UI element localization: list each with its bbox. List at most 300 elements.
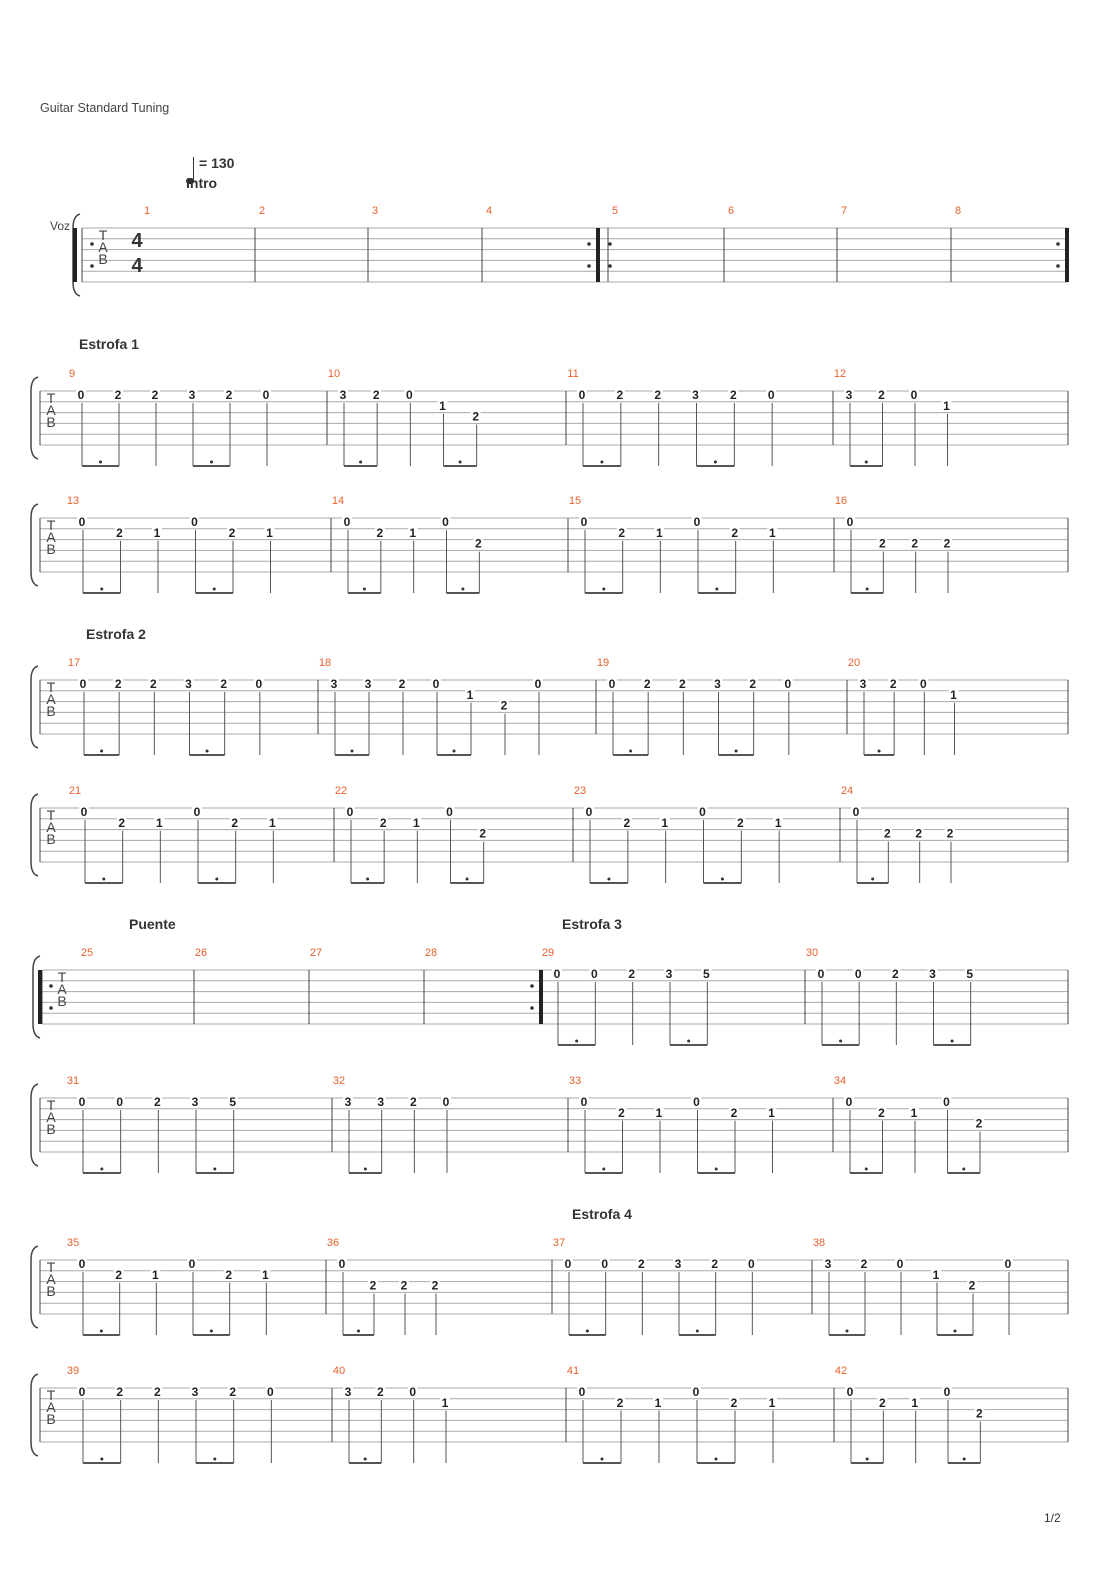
dot-marker bbox=[607, 878, 610, 881]
fret-number: 1 bbox=[932, 1267, 940, 1282]
measure-number: 18 bbox=[318, 657, 332, 669]
fret-number: 1 bbox=[661, 815, 669, 830]
tab-clef-letter: T bbox=[46, 1097, 56, 1113]
measure-number: 9 bbox=[68, 368, 76, 380]
tab-clef-letter: T bbox=[46, 390, 56, 406]
fret-number: 2 bbox=[860, 1257, 868, 1271]
fret-number: 1 bbox=[911, 1395, 919, 1410]
fret-number: 0 bbox=[845, 1095, 853, 1109]
fret-number: 2 bbox=[474, 536, 482, 551]
fret-number: 2 bbox=[915, 826, 923, 841]
measure-number: 42 bbox=[834, 1365, 848, 1377]
fret-number: 1 bbox=[439, 398, 446, 413]
fret-number: 2 bbox=[968, 1278, 976, 1293]
fret-number: 1 bbox=[266, 525, 273, 540]
fret-number: 2 bbox=[878, 536, 886, 551]
dot-marker bbox=[364, 1168, 367, 1171]
measure-number: 36 bbox=[326, 1237, 340, 1249]
repeat-dot bbox=[587, 242, 591, 246]
fret-number: 0 bbox=[852, 805, 860, 819]
fret-number: 1 bbox=[412, 815, 420, 830]
dot-marker bbox=[871, 878, 874, 881]
fret-number: 1 bbox=[268, 815, 276, 830]
dot-marker bbox=[461, 588, 464, 591]
measure-number: 1 bbox=[143, 205, 151, 217]
fret-number: 1 bbox=[153, 525, 161, 540]
tab-clef-letter: B bbox=[98, 250, 108, 267]
fret-number: 2 bbox=[116, 1385, 124, 1399]
measure-number: 3 bbox=[371, 205, 379, 217]
tab-clef-letter: T bbox=[46, 807, 56, 823]
fret-number: 2 bbox=[479, 826, 487, 841]
dot-marker bbox=[351, 750, 354, 753]
system-brace bbox=[31, 1374, 38, 1456]
fret-number: 2 bbox=[379, 815, 387, 830]
fret-number: 2 bbox=[883, 826, 891, 841]
tab-clef-letter: B bbox=[46, 1120, 56, 1137]
measure-number: 34 bbox=[833, 1075, 847, 1087]
fret-number: 0 bbox=[585, 805, 593, 819]
dot-marker bbox=[364, 1458, 367, 1461]
fret-number: 2 bbox=[225, 1267, 233, 1282]
dot-marker bbox=[600, 461, 603, 464]
fret-number: 0 bbox=[80, 805, 88, 819]
fret-number: 2 bbox=[398, 677, 406, 691]
system-brace bbox=[31, 666, 38, 748]
page-number: 1/2 bbox=[1044, 1511, 1061, 1525]
tab-clef-letter: B bbox=[46, 540, 56, 557]
fret-number: 2 bbox=[114, 388, 122, 402]
fret-number: 0 bbox=[784, 677, 792, 691]
fret-number: 2 bbox=[711, 1257, 719, 1271]
instrument-name: Voz bbox=[50, 219, 71, 233]
fret-number: 2 bbox=[114, 677, 122, 691]
fret-number: 3 bbox=[191, 1385, 199, 1399]
fret-number: 0 bbox=[580, 515, 588, 529]
tab-clef-letter: B bbox=[57, 992, 67, 1009]
dot-marker bbox=[721, 878, 724, 881]
measure-number: 5 bbox=[611, 205, 619, 217]
fret-number: 2 bbox=[637, 1257, 645, 1271]
fret-number: 2 bbox=[409, 1095, 417, 1109]
dot-marker bbox=[466, 878, 469, 881]
fret-number: 3 bbox=[330, 677, 338, 691]
dot-marker bbox=[878, 750, 881, 753]
dot-marker bbox=[100, 1330, 103, 1333]
tempo-marking: = 130 bbox=[199, 155, 235, 171]
fret-number: 2 bbox=[643, 677, 651, 691]
fret-number: 0 bbox=[409, 1385, 417, 1399]
fret-number: 0 bbox=[910, 388, 918, 402]
dot-marker bbox=[363, 588, 366, 591]
fret-number: 0 bbox=[193, 805, 201, 819]
tab-clef-letter: A bbox=[46, 528, 56, 545]
dot-marker bbox=[453, 750, 456, 753]
dot-marker bbox=[586, 1330, 589, 1333]
dot-marker bbox=[210, 1330, 213, 1333]
dot-marker bbox=[962, 1168, 965, 1171]
fret-number: 2 bbox=[654, 388, 662, 402]
fret-number: 3 bbox=[665, 967, 673, 981]
dot-marker bbox=[954, 1330, 957, 1333]
fret-number: 0 bbox=[846, 1385, 854, 1399]
fret-number: 2 bbox=[889, 677, 897, 691]
fret-number: 0 bbox=[553, 967, 561, 981]
dot-marker bbox=[601, 1458, 604, 1461]
fret-number: 3 bbox=[344, 1095, 352, 1109]
measure-number: 27 bbox=[309, 947, 323, 959]
tab-clef-letter: T bbox=[46, 1259, 56, 1275]
fret-number: 1 bbox=[654, 1395, 662, 1410]
dot-marker bbox=[366, 878, 369, 881]
fret-number: 0 bbox=[343, 515, 351, 529]
measure-number: 28 bbox=[424, 947, 438, 959]
dot-marker bbox=[629, 750, 632, 753]
measure-number: 11 bbox=[567, 368, 579, 380]
fret-number: 2 bbox=[431, 1278, 439, 1293]
tab-clef-letter: A bbox=[46, 1108, 56, 1125]
section-label-puente: Puente bbox=[129, 916, 176, 932]
tab-clef-letter: T bbox=[57, 969, 67, 985]
fret-number: 0 bbox=[564, 1257, 572, 1271]
dot-marker bbox=[715, 1168, 718, 1171]
repeat-dot bbox=[90, 264, 94, 268]
fret-number: 0 bbox=[338, 1257, 346, 1271]
fret-number: 1 bbox=[409, 525, 417, 540]
fret-number: 0 bbox=[896, 1257, 904, 1271]
fret-number: 3 bbox=[191, 1095, 199, 1109]
tab-clef-letter: A bbox=[46, 818, 56, 835]
tuning-label: Guitar Standard Tuning bbox=[40, 101, 170, 115]
fret-number: 3 bbox=[692, 388, 699, 402]
fret-number: 2 bbox=[369, 1278, 377, 1293]
fret-number: 2 bbox=[500, 698, 508, 713]
fret-number: 1 bbox=[768, 1105, 775, 1120]
fret-number: 0 bbox=[78, 515, 86, 529]
tab-clef-letter: A bbox=[46, 401, 56, 418]
fret-number: 3 bbox=[929, 967, 936, 981]
dot-marker bbox=[865, 1168, 868, 1171]
tab-clef-letter: A bbox=[46, 1398, 56, 1415]
section-label-intro: Intro bbox=[186, 175, 218, 191]
fret-number: 0 bbox=[943, 1385, 951, 1399]
repeat-dot bbox=[1056, 242, 1060, 246]
fret-number: 3 bbox=[185, 677, 192, 691]
fret-number: 2 bbox=[891, 967, 899, 981]
dot-marker bbox=[865, 461, 868, 464]
dot-marker bbox=[696, 1330, 699, 1333]
dot-marker bbox=[735, 750, 738, 753]
fret-number: 2 bbox=[975, 1116, 983, 1131]
measure-number: 22 bbox=[334, 785, 348, 797]
fret-number: 0 bbox=[77, 388, 85, 402]
measure-number: 24 bbox=[840, 785, 854, 797]
fret-number: 0 bbox=[590, 967, 598, 981]
fret-number: 1 bbox=[774, 815, 782, 830]
fret-number: 1 bbox=[655, 1105, 663, 1120]
tab-clef-letter: B bbox=[46, 702, 56, 719]
repeat-dot bbox=[608, 242, 612, 246]
measure-number: 35 bbox=[66, 1237, 80, 1249]
fret-number: 1 bbox=[768, 1395, 776, 1410]
dot-marker bbox=[846, 1330, 849, 1333]
repeat-dot bbox=[49, 1006, 53, 1010]
fret-number: 3 bbox=[344, 1385, 352, 1399]
repeat-dot bbox=[530, 984, 534, 988]
measure-number: 37 bbox=[552, 1237, 566, 1249]
fret-number: 5 bbox=[966, 967, 974, 981]
repeat-dot bbox=[587, 264, 591, 268]
fret-number: 0 bbox=[262, 388, 270, 402]
fret-number: 3 bbox=[859, 677, 867, 691]
measure-number: 10 bbox=[327, 368, 341, 380]
fret-number: 0 bbox=[255, 677, 263, 691]
dot-marker bbox=[866, 588, 869, 591]
dot-marker bbox=[359, 461, 362, 464]
fret-number: 5 bbox=[229, 1095, 237, 1109]
fret-number: 0 bbox=[578, 1385, 586, 1399]
fret-number: 2 bbox=[749, 677, 757, 691]
dot-marker bbox=[100, 1168, 103, 1171]
measure-number: 33 bbox=[568, 1075, 582, 1087]
fret-number: 3 bbox=[377, 1095, 385, 1109]
dot-marker bbox=[459, 461, 462, 464]
time-sig-numerator: 4 bbox=[131, 230, 143, 252]
measure-number: 39 bbox=[66, 1365, 80, 1377]
dot-marker bbox=[99, 461, 102, 464]
measure-number: 41 bbox=[566, 1365, 580, 1377]
fret-number: 0 bbox=[266, 1385, 274, 1399]
fret-number: 2 bbox=[878, 1105, 885, 1120]
fret-number: 2 bbox=[115, 1267, 123, 1282]
fret-number: 0 bbox=[580, 1095, 588, 1109]
fret-number: 2 bbox=[153, 1095, 161, 1109]
fret-number: 0 bbox=[601, 1257, 609, 1271]
fret-number: 0 bbox=[943, 1095, 950, 1109]
measure-number: 32 bbox=[332, 1075, 346, 1087]
fret-number: 3 bbox=[845, 388, 853, 402]
fret-number: 0 bbox=[346, 805, 354, 819]
fret-number: 2 bbox=[878, 388, 885, 402]
dot-marker bbox=[100, 1458, 103, 1461]
fret-number: 0 bbox=[578, 388, 586, 402]
fret-number: 0 bbox=[446, 805, 453, 819]
tab-clef-letter: B bbox=[46, 1282, 56, 1299]
fret-number: 2 bbox=[943, 536, 951, 551]
fret-number: 2 bbox=[149, 677, 157, 691]
dot-marker bbox=[100, 750, 103, 753]
fret-number: 1 bbox=[768, 525, 776, 540]
repeat-dot bbox=[1056, 264, 1060, 268]
dot-marker bbox=[357, 1330, 360, 1333]
fret-number: 2 bbox=[472, 409, 480, 424]
fret-number: 0 bbox=[405, 388, 413, 402]
dot-marker bbox=[866, 1458, 869, 1461]
fret-number: 0 bbox=[693, 1095, 700, 1109]
dot-marker bbox=[206, 750, 209, 753]
fret-number: 2 bbox=[911, 536, 919, 551]
fret-number: 2 bbox=[231, 815, 239, 830]
tab-clef-letter: A bbox=[46, 690, 56, 707]
tab-clef-letter: B bbox=[46, 1410, 56, 1427]
fret-number: 2 bbox=[220, 677, 228, 691]
fret-number: 3 bbox=[339, 388, 347, 402]
fret-number: 0 bbox=[767, 388, 775, 402]
fret-number: 2 bbox=[730, 1395, 738, 1410]
fret-number: 2 bbox=[228, 525, 236, 540]
measure-number: 4 bbox=[485, 205, 493, 217]
fret-number: 3 bbox=[364, 677, 372, 691]
section-label-estrofa-2: Estrofa 2 bbox=[86, 626, 146, 642]
measure-number: 21 bbox=[68, 785, 82, 797]
tab-clef-letter: T bbox=[46, 1387, 56, 1403]
dot-marker bbox=[215, 878, 218, 881]
dot-marker bbox=[951, 1040, 954, 1043]
measure-number: 38 bbox=[812, 1237, 826, 1249]
system-brace bbox=[31, 1084, 38, 1166]
fret-number: 2 bbox=[400, 1278, 408, 1293]
fret-number: 2 bbox=[153, 1385, 161, 1399]
measure-number: 31 bbox=[66, 1075, 80, 1087]
fret-number: 0 bbox=[534, 677, 542, 691]
tab-clef-letter: B bbox=[46, 830, 56, 847]
fret-number: 0 bbox=[693, 515, 701, 529]
dot-marker bbox=[575, 1040, 578, 1043]
time-sig-denominator: 4 bbox=[131, 255, 143, 277]
measure-number: 16 bbox=[834, 495, 848, 507]
fret-number: 0 bbox=[817, 967, 825, 981]
fret-number: 2 bbox=[678, 677, 686, 691]
measure-number: 7 bbox=[840, 205, 848, 217]
tab-clef-letter: A bbox=[46, 1270, 56, 1287]
fret-number: 3 bbox=[188, 388, 196, 402]
repeat-dot bbox=[530, 1006, 534, 1010]
measure-number: 8 bbox=[954, 205, 962, 217]
fret-number: 0 bbox=[78, 1257, 86, 1271]
measure-number: 17 bbox=[67, 657, 81, 669]
fret-number: 2 bbox=[225, 388, 233, 402]
fret-number: 0 bbox=[432, 677, 440, 691]
dot-marker bbox=[715, 1458, 718, 1461]
measure-number: 40 bbox=[332, 1365, 346, 1377]
fret-number: 1 bbox=[910, 1105, 918, 1120]
fret-number: 0 bbox=[747, 1257, 755, 1271]
fret-number: 0 bbox=[116, 1095, 124, 1109]
system-brace bbox=[31, 794, 38, 876]
dot-marker bbox=[213, 1458, 216, 1461]
fret-number: 0 bbox=[608, 677, 616, 691]
fret-number: 2 bbox=[376, 1385, 384, 1399]
fret-number: 2 bbox=[372, 388, 380, 402]
fret-number: 3 bbox=[714, 677, 721, 691]
fret-number: 2 bbox=[229, 1385, 237, 1399]
dot-marker bbox=[715, 588, 718, 591]
measure-number: 19 bbox=[596, 657, 610, 669]
fret-number: 0 bbox=[699, 805, 706, 819]
fret-number: 0 bbox=[846, 515, 854, 529]
fret-number: 2 bbox=[618, 525, 626, 540]
system-brace bbox=[31, 377, 38, 459]
fret-number: 2 bbox=[623, 815, 631, 830]
repeat-dot bbox=[90, 242, 94, 246]
repeat-dot bbox=[608, 264, 612, 268]
fret-number: 0 bbox=[78, 1095, 86, 1109]
fret-number: 0 bbox=[442, 1095, 450, 1109]
fret-number: 2 bbox=[151, 388, 159, 402]
fret-number: 0 bbox=[442, 515, 449, 529]
tab-clef-letter: A bbox=[57, 980, 67, 997]
fret-number: 2 bbox=[618, 1105, 625, 1120]
measure-number: 23 bbox=[573, 785, 587, 797]
measure-number: 6 bbox=[727, 205, 735, 217]
dot-marker bbox=[602, 1168, 605, 1171]
measure-number: 26 bbox=[194, 947, 208, 959]
fret-number: 1 bbox=[151, 1267, 159, 1282]
system-brace bbox=[31, 1246, 38, 1328]
measure-number: 13 bbox=[66, 495, 80, 507]
dot-marker bbox=[102, 878, 105, 881]
measure-number: 12 bbox=[833, 368, 847, 380]
tab-clef-letter: B bbox=[46, 413, 56, 430]
dot-marker bbox=[602, 588, 605, 591]
fret-number: 0 bbox=[79, 677, 87, 691]
fret-number: 2 bbox=[730, 1105, 738, 1120]
measure-number: 2 bbox=[258, 205, 266, 217]
fret-number: 1 bbox=[943, 398, 950, 413]
fret-number: 0 bbox=[78, 1385, 86, 1399]
dot-marker bbox=[839, 1040, 842, 1043]
measure-number: 29 bbox=[541, 947, 555, 959]
fret-number: 3 bbox=[824, 1257, 832, 1271]
fret-number: 2 bbox=[736, 815, 744, 830]
dot-marker bbox=[963, 1458, 966, 1461]
fret-number: 1 bbox=[155, 815, 163, 830]
fret-number: 2 bbox=[616, 1395, 624, 1410]
dot-marker bbox=[687, 1040, 690, 1043]
fret-number: 0 bbox=[692, 1385, 700, 1399]
fret-number: 1 bbox=[466, 687, 474, 702]
section-label-estrofa-4: Estrofa 4 bbox=[572, 1206, 632, 1222]
fret-number: 2 bbox=[118, 815, 126, 830]
measure-number: 15 bbox=[568, 495, 582, 507]
dot-marker bbox=[714, 461, 717, 464]
fret-number: 0 bbox=[854, 967, 862, 981]
fret-number: 2 bbox=[628, 967, 636, 981]
fret-number: 2 bbox=[729, 388, 737, 402]
measure-number: 20 bbox=[847, 657, 861, 669]
measure-number: 25 bbox=[80, 947, 94, 959]
fret-number: 2 bbox=[731, 525, 739, 540]
fret-number: 2 bbox=[878, 1395, 886, 1410]
fret-number: 2 bbox=[376, 525, 384, 540]
fret-number: 1 bbox=[950, 687, 957, 702]
measure-number: 30 bbox=[805, 947, 819, 959]
fret-number: 1 bbox=[655, 525, 663, 540]
dot-marker bbox=[100, 588, 103, 591]
fret-number: 2 bbox=[616, 388, 624, 402]
tab-clef-letter: T bbox=[98, 227, 108, 243]
fret-number: 2 bbox=[975, 1406, 983, 1421]
tab-clef-letter: T bbox=[46, 679, 56, 695]
measure-number: 14 bbox=[331, 495, 345, 507]
fret-number: 0 bbox=[188, 1257, 196, 1271]
fret-number: 1 bbox=[261, 1267, 269, 1282]
fret-number: 2 bbox=[946, 826, 954, 841]
fret-number: 0 bbox=[919, 677, 927, 691]
section-label-estrofa-3: Estrofa 3 bbox=[562, 916, 622, 932]
fret-number: 5 bbox=[702, 967, 710, 981]
tab-clef-letter: A bbox=[98, 238, 108, 255]
